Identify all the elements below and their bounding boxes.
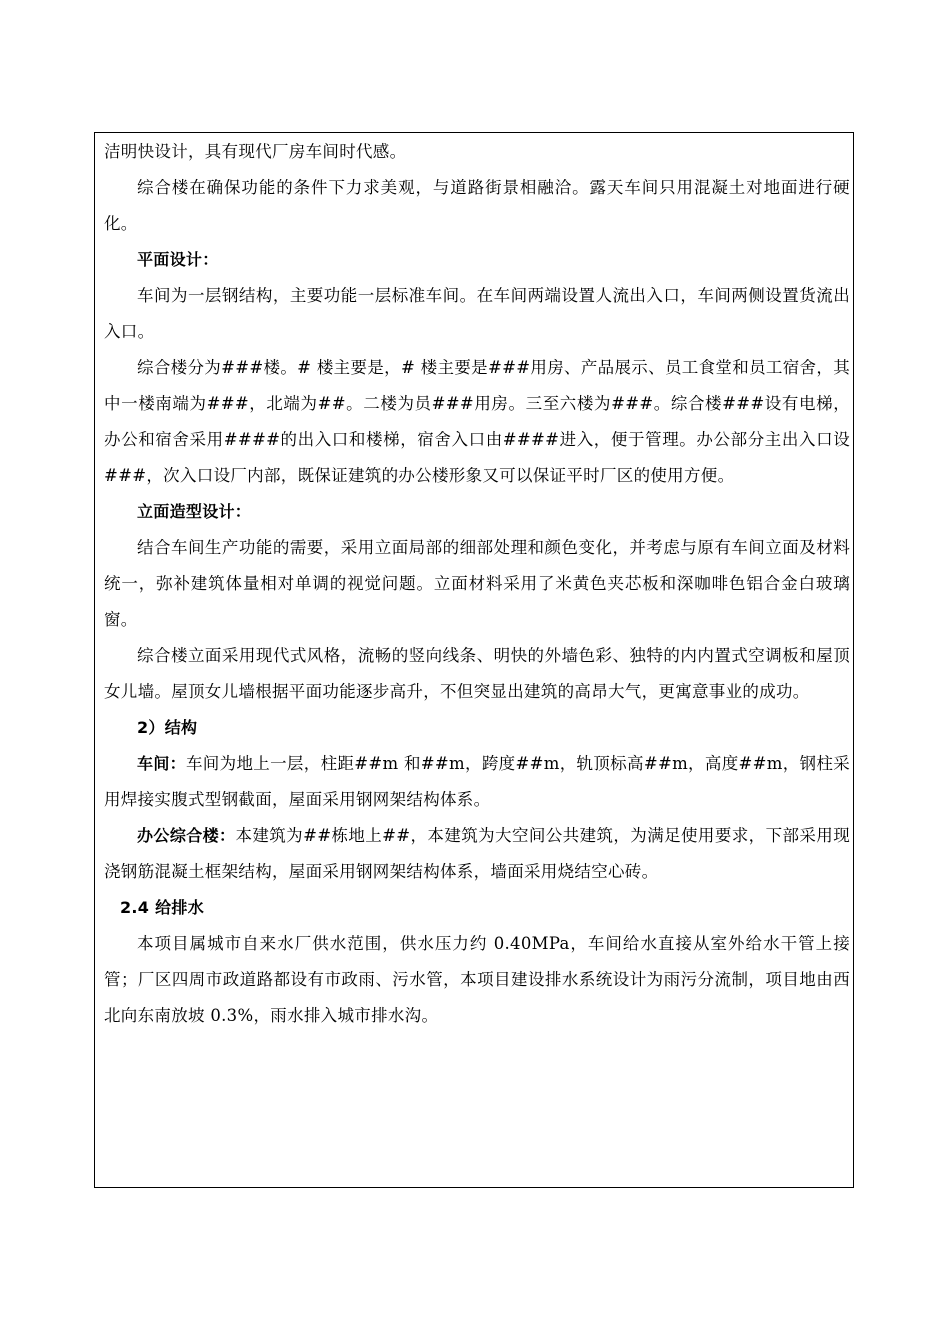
paragraph-continuation: 洁明快设计，具有现代厂房车间时代感。 <box>104 142 407 161</box>
paragraph-workshop-structure <box>104 746 850 818</box>
paragraph-workshop-elevation: 结合车间生产功能的需要，采用立面局部的细部处理和颜色变化，并考虑与原有车间立面及材料统一，弥补建筑体量相对单调的视觉问题。立面材料采用了米黄色夹芯板和深咖啡色铝合金白玻璃窗。 <box>104 538 850 629</box>
office-structure-text: 本建筑为##栋地上##，本建筑为大空间公共建筑，为满足使用要求，下部采用现浇钢筋混凝土框架结构，屋面采用钢网架结构体系，墙面采用烧结空心砖。 <box>104 826 850 881</box>
paragraph-workshop-plan: 车间为一层钢结构，主要功能一层标准车间。在车间两端设置人流出入口，车间两侧设置货流出入口。 <box>104 286 850 341</box>
heading-water-supply: 2.4 给排水 <box>120 898 205 917</box>
office-lead-label: 办公综合楼： <box>137 826 236 845</box>
paragraph-complex-elevation: 综合楼立面采用现代式风格，流畅的竖向线条、明快的外墙色彩、独特的内内置式空调板和屋顶女儿墙。屋顶女儿墙根据平面功能逐步高升，不但突显出建筑的高昂大气，更寓意事业的成功。 <box>104 646 850 701</box>
workshop-structure-text: 车间为地上一层，柱距##m 和##m，跨度##m，轨顶标高##m，高度##m，钢柱采用焊接实腹式型钢截面，屋面采用钢网架结构体系。 <box>104 754 851 809</box>
heading-structure: 2）结构 <box>137 718 198 737</box>
heading-plan-design: 平面设计： <box>137 250 219 269</box>
paragraph-complex-building: 综合楼在确保功能的条件下力求美观，与道路街景相融洽。露天车间只用混凝土对地面进行硬化。 <box>104 178 850 233</box>
paragraph-office-structure <box>104 818 850 890</box>
heading-elevation-design: 立面造型设计： <box>137 502 252 521</box>
paragraph-water-supply: 本项目属城市自来水厂供水范围，供水压力约 0.40MPa，车间给水直接从室外给水干管上接管；厂区四周市政道路都设有市政雨、污水管，本项目建设排水系统设计为雨污分流制，项目地由西北向东南放坡 0.3%，雨水排入城市排水沟。 <box>104 934 850 1025</box>
document-body <box>104 134 850 1034</box>
workshop-lead-label: 车间： <box>137 754 186 773</box>
paragraph-complex-plan: 综合楼分为###楼。# 楼主要是，# 楼主要是###用房、产品展示、员工食堂和员工宿舍，其中一楼南端为###，北端为##。二楼为员###用房。三至六楼为###。综合楼###设有电梯，办公和宿舍采用####的出入口和楼梯，宿舍入口由####进入，便于管理。办公部分主出入口设###，次入口设厂内部，既保证建筑的办公楼形象又可以保证平时厂区的使用方便。 <box>104 358 850 485</box>
